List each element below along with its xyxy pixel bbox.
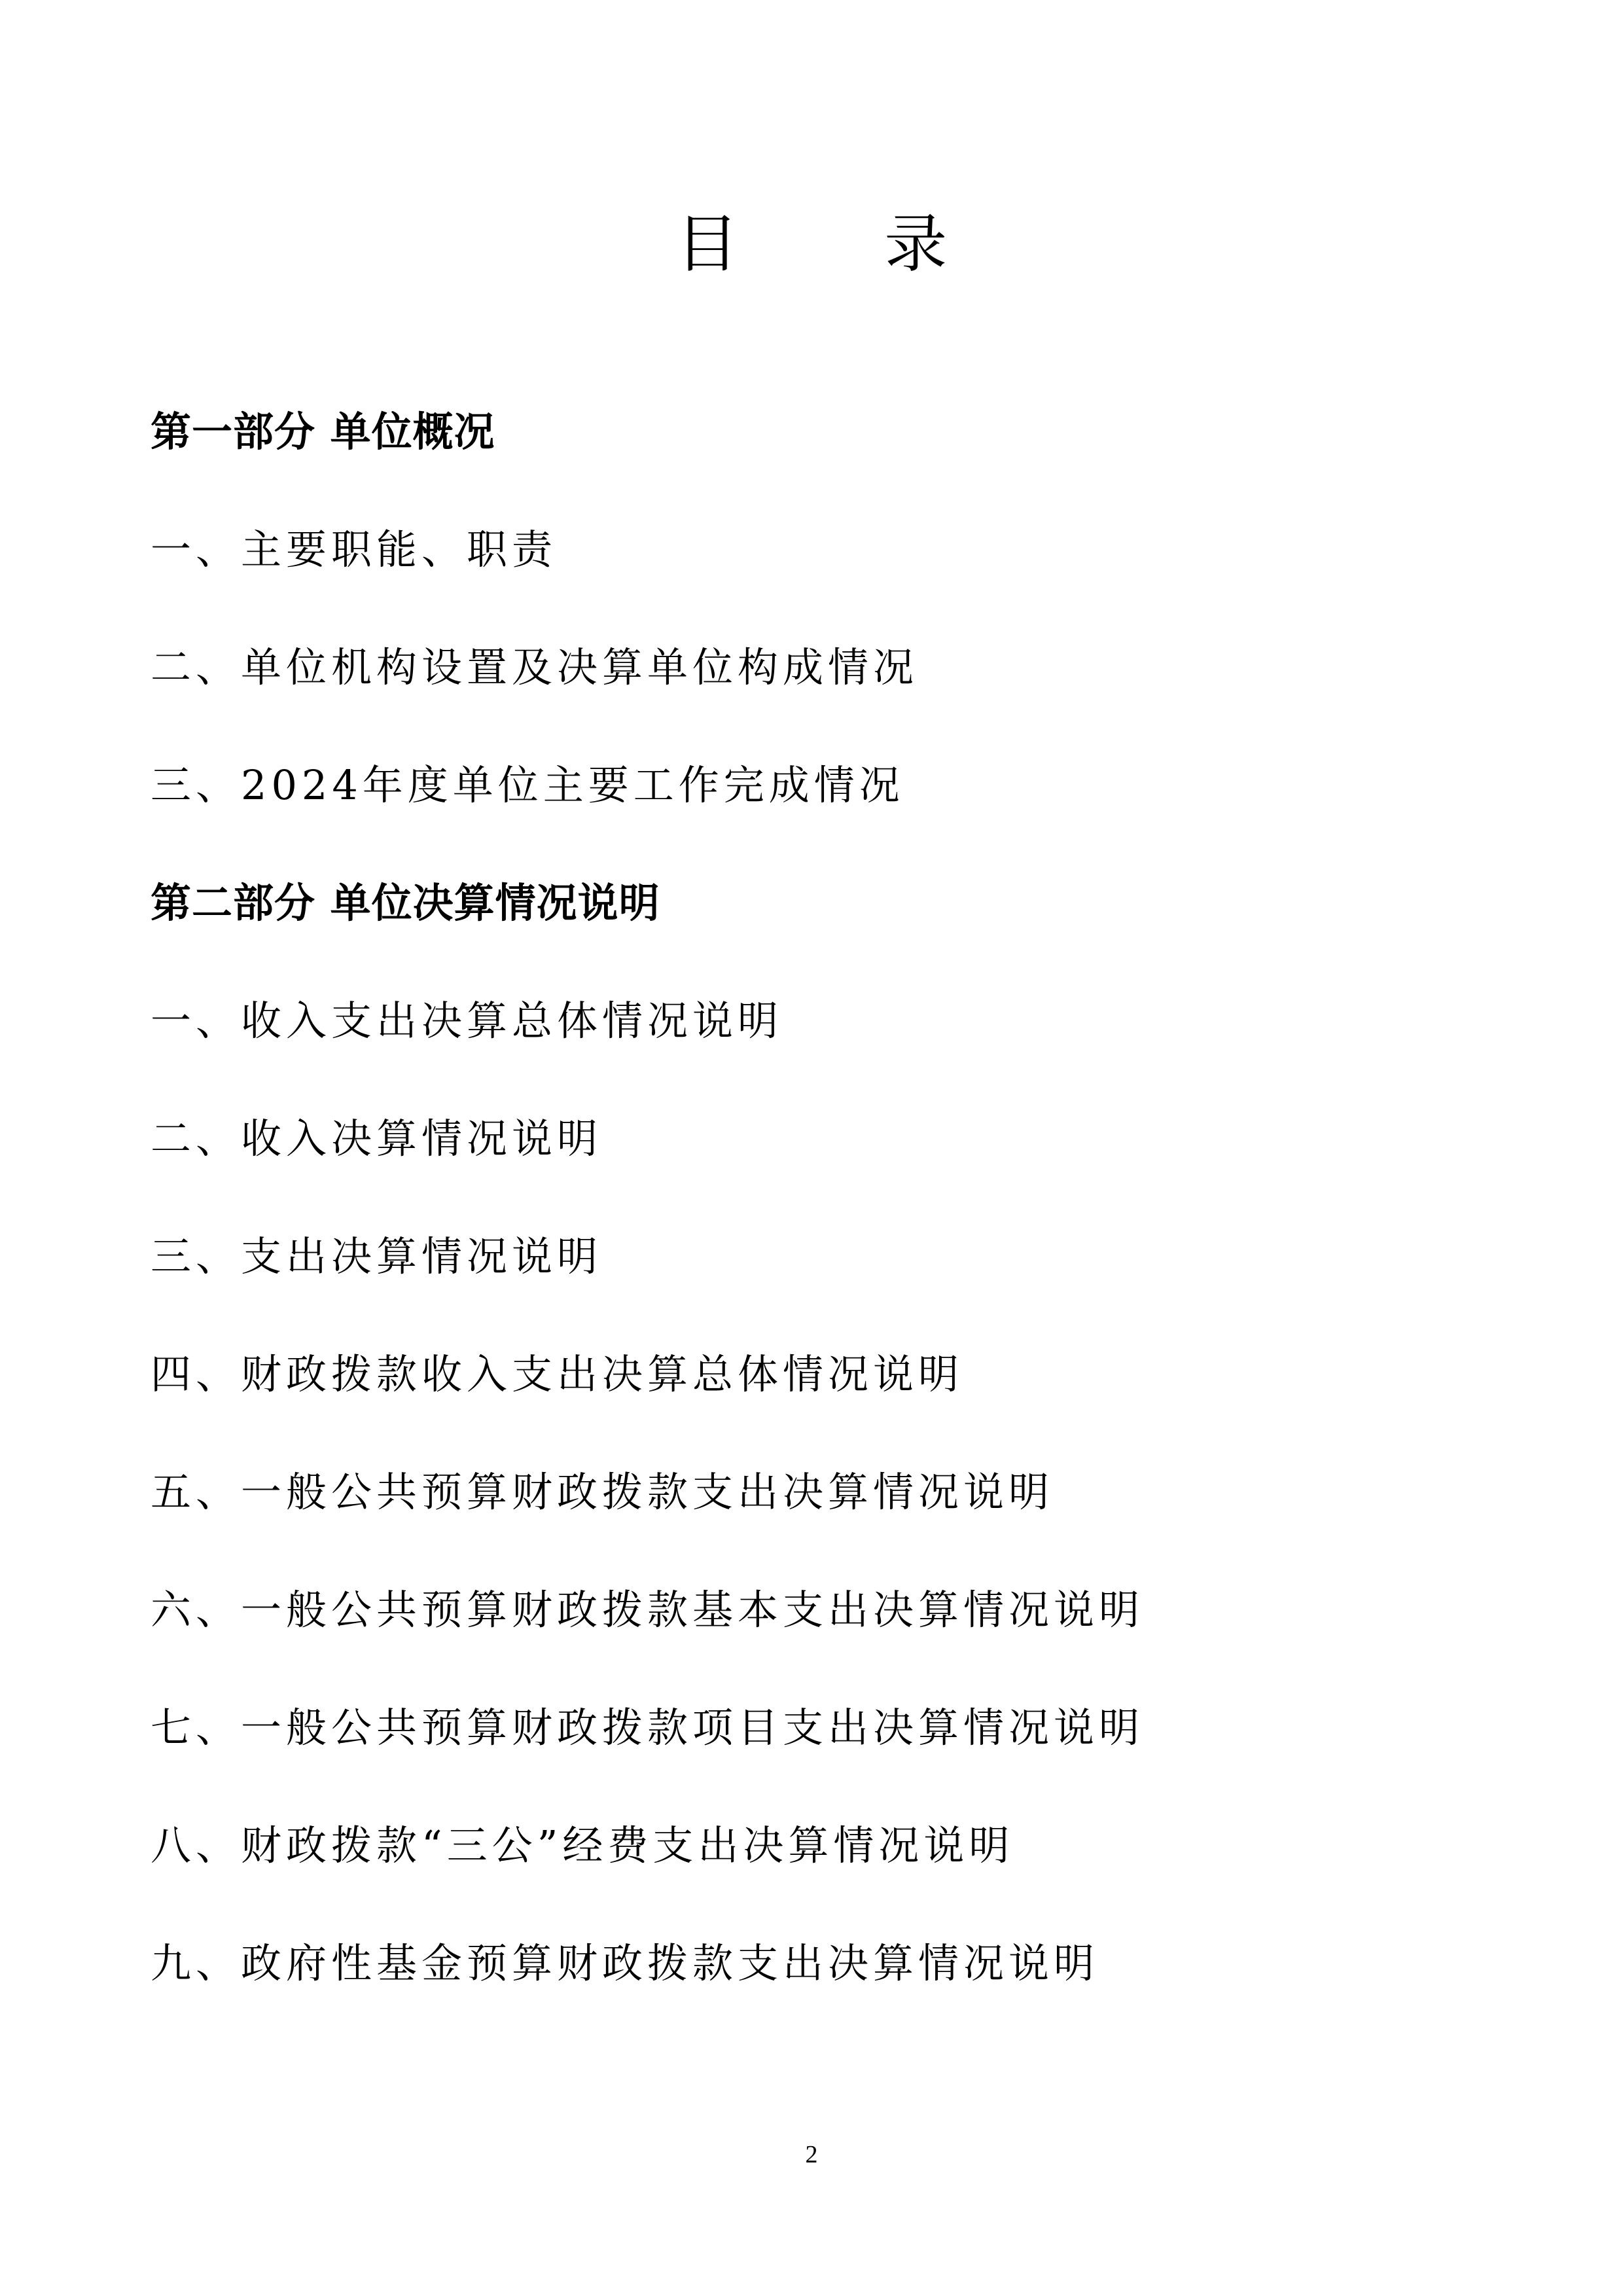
page-title: 目 录	[675, 207, 1010, 281]
toc-item: 三、2024年度单位主要工作完成情况	[151, 761, 904, 809]
toc-item: 六、一般公共预算财政拨款基本支出决算情况说明	[151, 1586, 1145, 1634]
page-number: 2	[805, 2141, 818, 2168]
toc-item: 一、主要职能、职责	[151, 526, 558, 573]
toc-item: 九、政府性基金预算财政拨款支出决算情况说明	[151, 1939, 1099, 1987]
toc-item: 七、一般公共预算财政拨款项目支出决算情况说明	[151, 1704, 1145, 1751]
toc-part-2: 第二部分 单位决算情况说明	[151, 879, 660, 927]
toc-part-1: 第一部分 单位概况	[151, 408, 495, 456]
toc-item: 二、单位机构设置及决算单位构成情况	[151, 643, 919, 691]
toc-item: 一、收入支出决算总体情况说明	[151, 997, 783, 1045]
toc-item: 四、财政拨款收入支出决算总体情况说明	[151, 1350, 964, 1398]
toc-item: 八、财政拨款“三公”经费支出决算情况说明	[151, 1821, 1014, 1869]
toc-item: 五、一般公共预算财政拨款支出决算情况说明	[151, 1468, 1054, 1516]
toc-item: 三、支出决算情况说明	[151, 1232, 603, 1280]
toc-item: 二、收入决算情况说明	[151, 1115, 603, 1162]
